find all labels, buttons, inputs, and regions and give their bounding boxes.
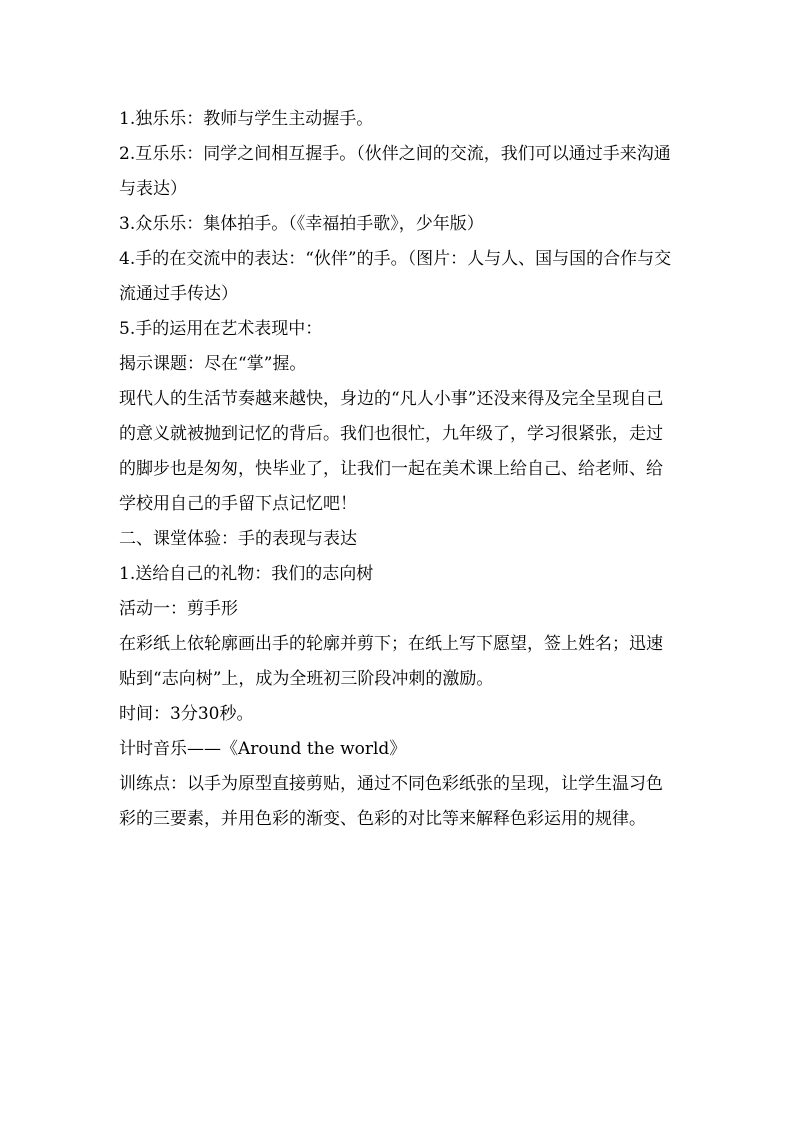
paragraph-instructions: 在彩纸上依轮廓画出手的轮廓并剪下；在纸上写下愿望，签上姓名；迅速贴到“志向树”上，成为全班初三阶段冲刺的激励。 <box>119 634 663 689</box>
paragraph-activity-one: 活动一：剪手形 <box>119 599 238 619</box>
paragraph-topic: 揭示课题：尽在“掌”握。 <box>119 354 307 374</box>
paragraph-intro: 现代人的生活节奏越来越快，身边的“凡人小事”还没来得及完全呈现自己的意义就被抛到记忆的背后。我们也很忙，九年级了，学习很紧张，走过的脚步也是匆匆，快毕业了，让我们一起在美术课上给自己、给老师、给学校用自己的手留下点记忆吧！ <box>119 389 664 514</box>
paragraph-activity-4: 4.手的在交流中的表达：“伙伴”的手。（图片：人与人、国与国的合作与交流通过手传达） <box>119 249 672 304</box>
paragraph-activity-1: 1.独乐乐：教师与学生主动握手。 <box>119 109 374 129</box>
paragraph-music: 计时音乐——《Around the world》 <box>119 739 407 759</box>
section-heading: 二、课堂体验：手的表现与表达 <box>119 529 357 549</box>
document-body <box>119 102 679 837</box>
paragraph-training: 训练点：以手为原型直接剪贴，通过不同色彩纸张的呈现，让学生温习色彩的三要素，并用色彩的渐变、色彩的对比等来解释色彩运用的规律。 <box>119 774 663 829</box>
paragraph-activity-2: 2.互乐乐：同学之间相互握手。（伙伴之间的交流，我们可以通过手来沟通与表达） <box>119 144 671 199</box>
paragraph-activity-5: 5.手的运用在艺术表现中： <box>119 319 323 339</box>
paragraph-activity-3: 3.众乐乐：集体拍手。（《幸福拍手歌》，少年版） <box>119 214 484 234</box>
paragraph-time: 时间：3分30秒。 <box>119 704 254 724</box>
paragraph-gift: 1.送给自己的礼物：我们的志向树 <box>119 564 374 584</box>
